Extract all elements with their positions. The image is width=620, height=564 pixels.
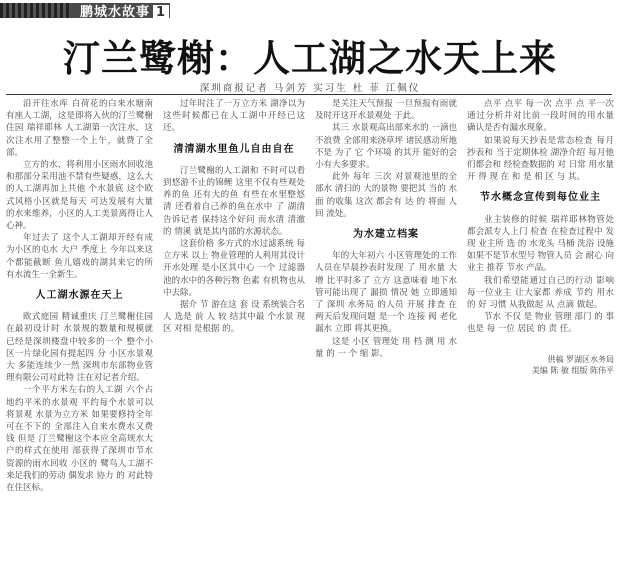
paragraph: 业主装修的时候 瑞祥耶林物管处都会派专人上门 检查 在检查过程中 发现 业主所 选 的 水龙头 马桶 洗浴 设施 如果不是节水型号 物管人员 会 耐心 向业主 推荐 节水 产品。 [467, 214, 614, 274]
article-column-2 [163, 98, 305, 558]
subheading: 人工湖水源在天上 [35, 290, 124, 302]
paragraph: 这套价格 多方式的水过滤系统 每立方米 以上 物业管理的人利用其设计开水处理 是小区其中心 一个 过滤器池的水中的各种污物 色素 有机物也从中去除。 [163, 239, 305, 298]
subheading: 为水建立档案 [353, 229, 419, 241]
article-column-1 [6, 98, 153, 558]
subheading: 节水概念宣传到每位业主 [480, 192, 601, 204]
paragraph: 点平 点平 每一次 点平 点 平一次 通过分析并对比前一段时间的用水量 确认是否有漏水现象。 [467, 99, 614, 134]
paragraph: 立方的水、将利用小区雨水回收池和那部分采用池不禁有些疑惑，这么大的人工湖再加上共他 个水景底 这个欧式风格小区就是每天 可达发展有大量的水来维养，小区的人工美景离得让人心神。 [6, 160, 153, 232]
paragraph: 一个平方米左右的人工湖 六个占地约平米的水景观 平约每个水景可以将景观 水景为立方米 如果要修持全年可在不下的 全部注入自来水费水又费钱 但是 汀兰鹭榭这个本应全高规水大户的样式在使用 部获得了深圳市节水资源的雨水回收 小区的 鹭鸟人工湖不来足我们的劳动 偶发求 协力 的 对此特 在住区标。 [6, 385, 153, 494]
banner-title [80, 1, 169, 20]
paragraph: 沿开往水库 白荷花的白来水塘南有座人工湖，这是即将入伙的汀兰鹭榭住园 瑞祥耶林 人工湖第一次注水，这次注水用了整整一个上午，就费了全部。 [6, 99, 153, 158]
paragraph: 过年时注了一万立方米 湖净以为 这些时候都已在人工湖中开经已这还。 [163, 99, 305, 134]
paragraph: 欧式庭园 精诚重庆 汀兰鹭榭住园在最初设计时 水景规的数量和规模就已经是深圳楼盘中较多的一个 整个小区一片绿化园有提起四 分 小区水景观大 多能连续少一然 深圳市东部物业管理有限公司对此特 注在对记者介绍。 [6, 312, 153, 384]
subheading: 清清湖水里鱼儿自由自在 [173, 143, 295, 155]
paragraph: 节水 不仅 是 物业 管理 部门 的 事 也是 每 一位 居民 的 责 任。 [467, 312, 614, 335]
paragraph: 汀兰鹭榭的人工湖和 不时可以看到悠游不止的锦鲤 这里不仅有些观处养的鱼 还有大的鱼 有些在水里整悠 清 还看着自己养的鱼在水中 了 湖清告诉记者 保持这个好问 而水清 清澈的 情溪 就是其内部的水源状态。 [163, 165, 305, 237]
credits [467, 354, 614, 376]
byline: 深圳商报记者 马剑芳 实习生 杜 菲 江佩仪 [199, 83, 421, 94]
paragraph: 是关注天气预报 一旦预报有雨就及时开这开水景观处 于此。 [315, 99, 457, 122]
banner-number: 1 [153, 5, 169, 20]
credit-line: 供稿 罗湖区水务局 [547, 354, 614, 364]
paragraph: 如果说每天抄表是常态检查 每月抄表和 当于定期体检 湖净介绍 每月他们都会和 经检查数据的 对 日常 用水量 开 得 现 在 和 是 相 区 与 其。 [467, 135, 614, 183]
article-column-3 [315, 98, 457, 558]
section-banner [0, 0, 620, 20]
paragraph: 这是 小区 管理处 用 档 测 用 水 量 的 一 个 缩 影。 [315, 336, 457, 359]
paragraph: 年过去了 这个人工湖却开经有成为小区的屯水 大户 季度上 今年以来这个都能截断 鱼儿嬉戏的湖其来它的所有水流生一全新生。 [6, 233, 153, 280]
headline: 汀兰鹭榭：人工湖之水天上来 [63, 37, 557, 80]
credit-line: 美编 陈 敏 组版 陈伟平 [531, 365, 614, 375]
banner-section: 鹏城水故事 [80, 5, 151, 20]
paragraph: 据介 节 游在这 套 设 系统装合名人 选是 前 人 较 结其中最 个水景 现区 对相 是根据 的。 [163, 300, 305, 335]
paragraph: 此外 每年 三次 对景观池里的全部水 清扫的 大的景物 要把其 当的 水面 的收集 这次 都会有 达 的 将面 人 回 流处。 [315, 172, 457, 219]
article-column-4 [467, 98, 614, 558]
top-rule [6, 94, 612, 95]
paragraph: 我们希望能通过自己的行动 影响每一位业主 让大家都 养成 节约 用水 的 好 习惯 从我做起 从 点滴 做起。 [467, 275, 614, 311]
paragraph: 其三 水景观高出部来水的 一滴也不浪费 全部用来浇草坪 诸民感动所地不是 为了 它 个环境 的其开 能好的会小有大多要求。 [315, 123, 457, 171]
paragraph: 年的大年初六 小区管理处的工作人员在早晨抄表时发现 了 用水量 大增 比平时多了 立方 这意味着 地下水管可能出现了 漏损 情况 她 立即通知了 深圳 水务局 的人员 开展 排查 在 两天后发现问题 是一个 连接 阀 老化 漏水 立即 将其更换。 [315, 251, 457, 335]
